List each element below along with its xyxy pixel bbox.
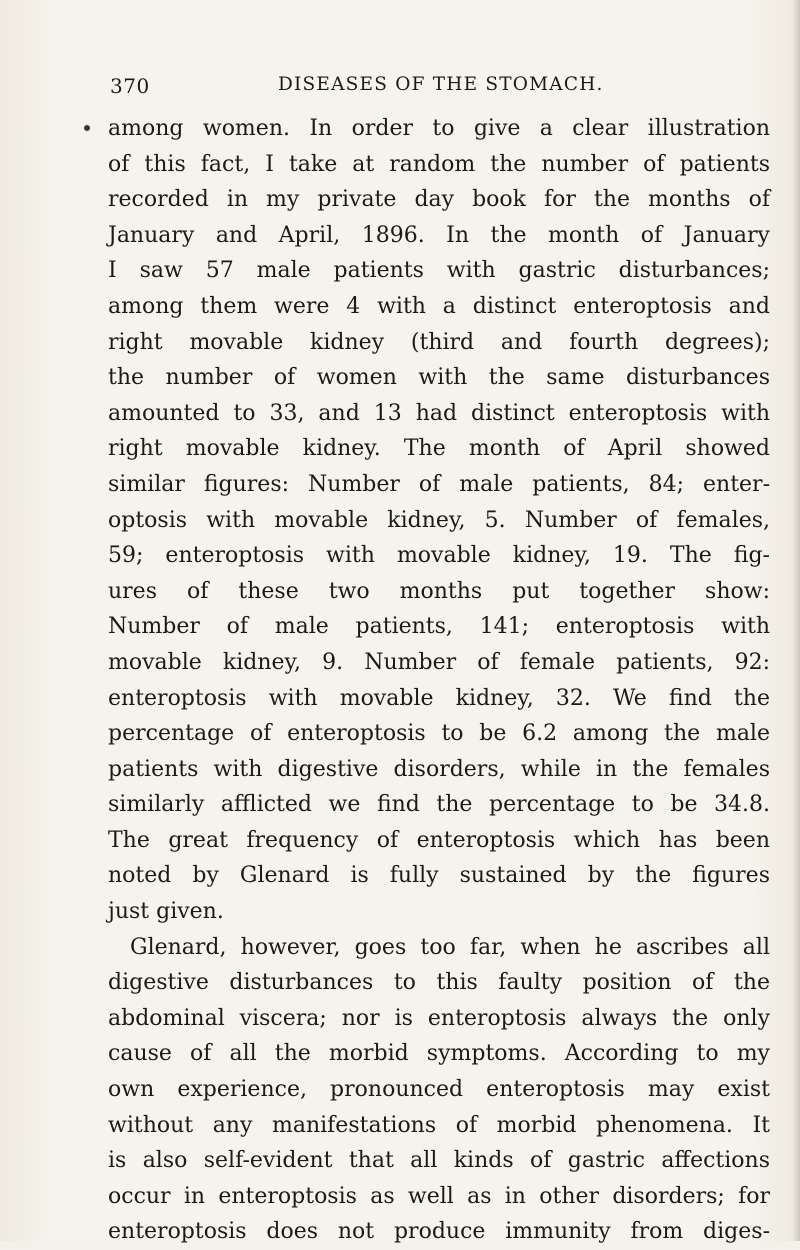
body-text xyxy=(108,111,770,1250)
text-line: enteroptosis with movable kidney, 32. We find the xyxy=(108,685,770,711)
text-line: right movable kidney. The month of April showed xyxy=(108,436,770,462)
text-line: noted by Glenard is fully sustained by the figures xyxy=(108,863,770,889)
text-line: movable kidney, 9. Number of female patients, 92: xyxy=(108,649,770,675)
text-line: abdominal viscera; nor is enteroptosis always the only xyxy=(108,1005,770,1031)
text-line: 59; enteroptosis with movable kidney, 19. The fig- xyxy=(108,543,770,569)
text-line: January and April, 1896. In the month of January xyxy=(108,222,770,248)
text-line: among them were 4 with a distinct enteroptosis and xyxy=(108,293,770,319)
page-header xyxy=(110,74,770,104)
text-line: own experience, pronounced enteroptosis may exist xyxy=(108,1077,770,1103)
text-line: cause of all the morbid symptoms. According to my xyxy=(108,1041,770,1067)
text-line: Number of male patients, 141; enteroptosis with xyxy=(108,614,770,640)
text-line: occur in enteroptosis as well as in other disorders; for xyxy=(108,1183,770,1209)
text-line: among women. In order to give a clear illustration xyxy=(108,116,770,141)
text-line: without any manifestations of morbid phenomena. It xyxy=(108,1112,770,1138)
text-line: enteroptosis does not produce immunity from diges- xyxy=(108,1219,770,1245)
text-line: Glenard, however, goes too far, when he ascribes all xyxy=(130,934,770,960)
text-line: similar figures: Number of male patients, 84; enter- xyxy=(108,471,770,497)
margin-mark xyxy=(84,125,90,131)
text-line: amounted to 33, and 13 had distinct enteroptosis with xyxy=(108,400,770,426)
text-line: right movable kidney (third and fourth degrees); xyxy=(108,329,770,355)
text-line: ures of these two months put together show: xyxy=(108,578,770,604)
text-line: similarly afflicted we find the percentage to be 34.8. xyxy=(108,792,770,818)
text-line: just given. xyxy=(108,899,224,925)
page-edge-shadow xyxy=(792,0,800,1241)
text-line: the number of women with the same disturbances xyxy=(108,365,770,391)
text-line: of this fact, I take at random the number of patients xyxy=(108,151,770,177)
text-line: I saw 57 male patients with gastric disturbances; xyxy=(108,258,770,284)
text-line: recorded in my private day book for the months of xyxy=(108,187,770,213)
running-title: DISEASES OF THE STOMACH. xyxy=(278,74,604,95)
text-line: is also self-evident that all kinds of gastric affections xyxy=(108,1148,770,1174)
text-line: The great frequency of enteroptosis which has been xyxy=(108,827,770,853)
text-line: patients with digestive disorders, while in the females xyxy=(108,756,770,782)
page-number: 370 xyxy=(110,74,150,98)
text-line: percentage of enteroptosis to be 6.2 among the male xyxy=(108,721,770,747)
text-line: optosis with movable kidney, 5. Number of females, xyxy=(108,507,770,533)
text-line: digestive disturbances to this faulty position of the xyxy=(108,970,770,996)
